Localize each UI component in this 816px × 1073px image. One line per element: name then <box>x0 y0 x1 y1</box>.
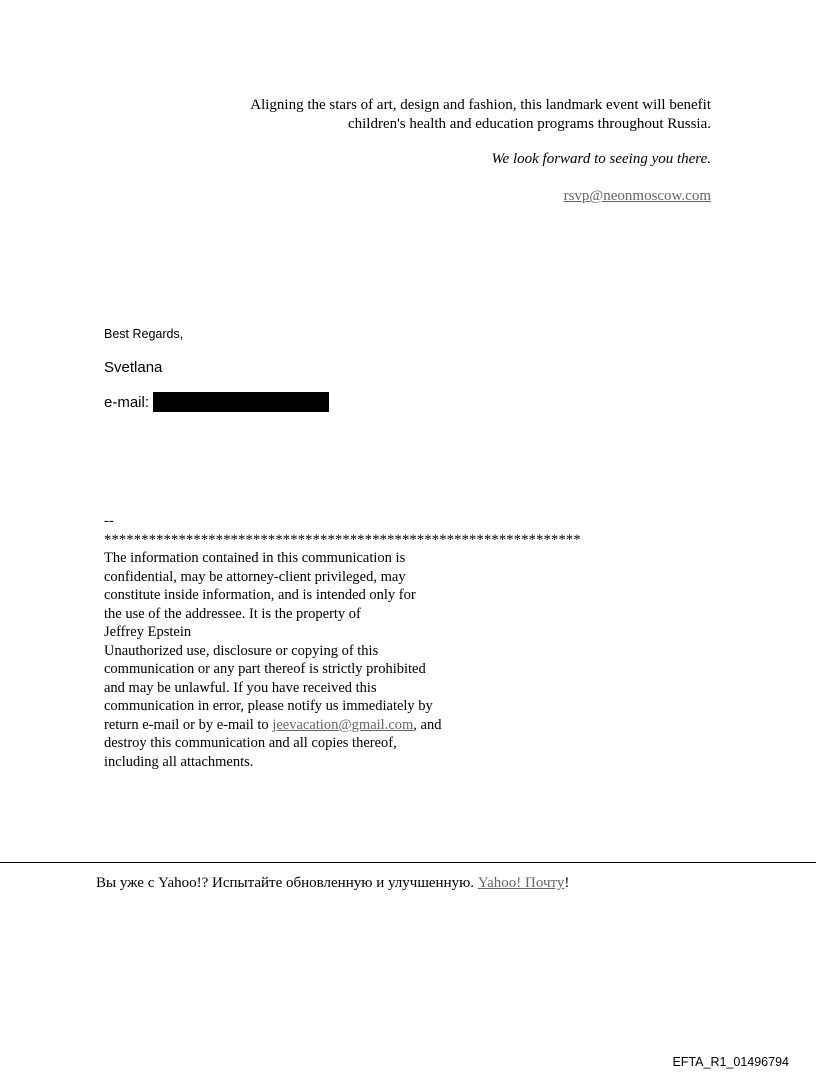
signature-email-line <box>104 392 329 412</box>
redaction-box <box>153 392 329 412</box>
signature-name: Svetlana <box>104 359 163 376</box>
disclaimer-line: Unauthorized use, disclosure or copying of this <box>104 642 379 659</box>
rsvp-line <box>0 187 711 206</box>
disclaimer-line: and may be unlawful. If you have received this <box>104 679 377 696</box>
signature-email-label: e-mail: <box>104 393 150 411</box>
rsvp-email-link[interactable]: rsvp@neonmoscow.com <box>563 188 711 204</box>
disclaimer-line: constitute inside information, and is intended only for <box>104 587 416 603</box>
return-suffix: , and <box>413 716 442 733</box>
yahoo-footer-suffix: ! <box>564 875 570 891</box>
disclaimer-line: communication or any part thereof is strictly prohibited <box>104 661 426 677</box>
confidentiality-disclaimer <box>104 512 581 771</box>
disclaimer-line: including all attachments. <box>104 753 254 770</box>
yahoo-footer-text: Вы уже с Yahoo!? Испытайте обновленную и улучшенную. <box>96 875 478 891</box>
document-id: EFTA_R1_01496794 <box>672 1055 789 1069</box>
disclaimer-line: communication in error, please notify us immediately by <box>104 698 433 714</box>
invite-line-2: children's health and education programs throughout Russia. <box>347 116 711 132</box>
asterisk-divider: **************************************************************** <box>104 531 581 548</box>
signature-separator: -- <box>104 513 114 529</box>
invite-tagline: We look forward to seeing you there. <box>491 151 711 167</box>
yahoo-mail-link[interactable]: Yahoo! Почту <box>477 875 565 891</box>
disclaimer-return-line <box>104 716 581 735</box>
return-prefix: return e-mail or by e-mail to <box>104 716 273 733</box>
disclaimer-line: destroy this communication and all copies thereof, <box>104 735 397 751</box>
yahoo-footer <box>96 874 569 893</box>
disclaimer-line: Jeffrey Epstein <box>104 624 192 640</box>
return-email-link[interactable]: jeevacation@gmail.com <box>272 716 414 733</box>
horizontal-rule <box>0 862 816 863</box>
invite-line-1: Aligning the stars of art, design and fashion, this landmark event will benefit <box>250 97 711 113</box>
disclaimer-line: The information contained in this communication is <box>104 550 406 566</box>
disclaimer-line: the use of the addressee. It is the property of <box>104 605 361 622</box>
disclaimer-line: confidential, may be attorney-client privileged, may <box>104 568 406 585</box>
invitation-block <box>0 96 711 206</box>
signature-block <box>104 326 329 412</box>
signature-greeting: Best Regards, <box>104 327 184 341</box>
